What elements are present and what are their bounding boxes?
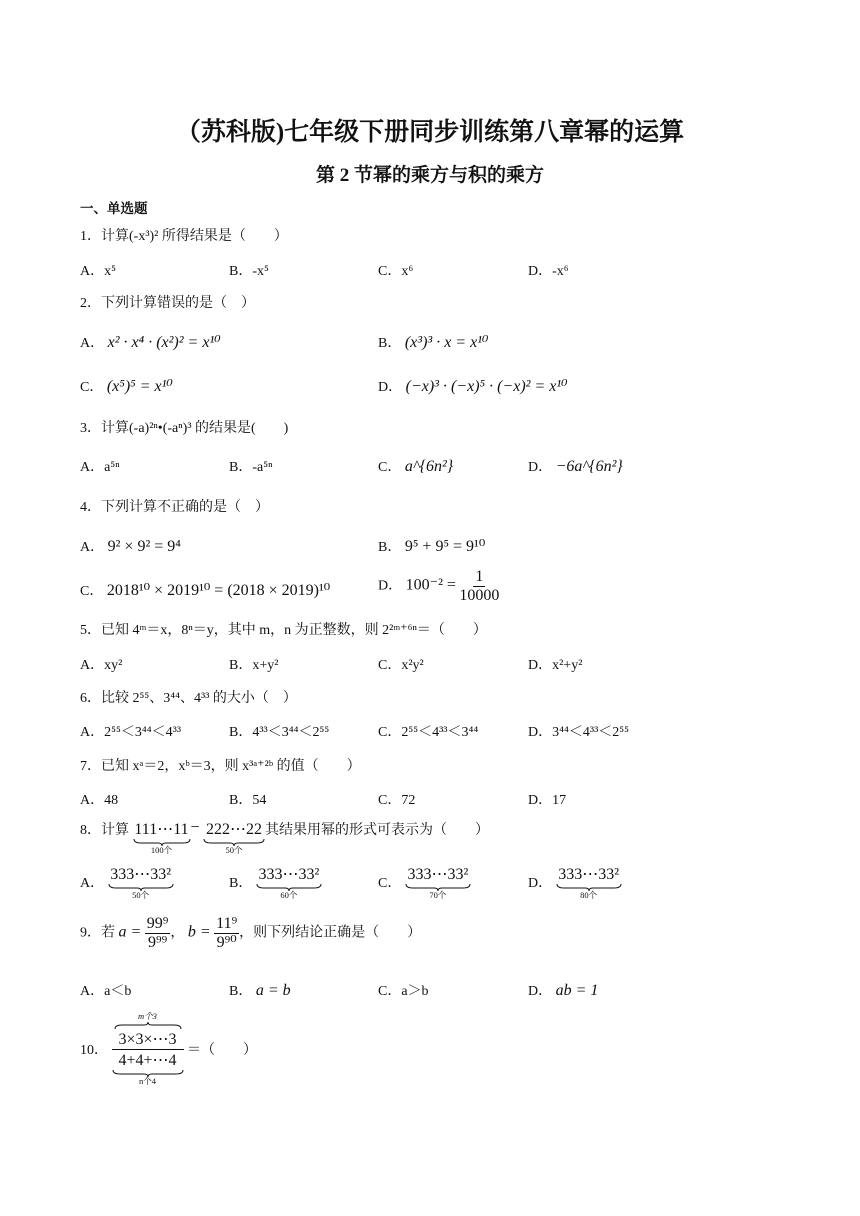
option-a[interactable] — [80, 332, 221, 352]
fraction — [459, 568, 499, 604]
option-label: B． — [378, 336, 402, 351]
option-label: C． — [378, 876, 402, 891]
question-1 — [80, 225, 288, 245]
option-c[interactable]: C．72 — [378, 793, 416, 808]
fraction-b: $\frac{\text{11⁹}}{\text{9⁹⁰}}$ — [216, 915, 238, 951]
question-stem-prefix: 若 — [101, 925, 115, 941]
option-b[interactable]: B．x+y² — [229, 658, 279, 673]
section-heading: 一、单选题 — [80, 201, 148, 216]
option-b[interactable]: B．4³³＜3⁴⁴＜2⁵⁵ — [229, 725, 330, 740]
question-8 — [80, 819, 489, 856]
option-label: D． — [378, 578, 403, 594]
option-formula: 100⁻² = — [405, 576, 456, 594]
option-formula: −6a^{6n²} — [555, 458, 623, 475]
question-number: 5． — [80, 623, 101, 638]
question-stem: 比较 2⁵⁵、3⁴⁴、4³³ 的大小（ ） — [101, 691, 297, 706]
option-a[interactable]: A．x⁵ — [80, 264, 116, 279]
question-stem-prefix: 计算 — [101, 823, 129, 838]
option-b[interactable] — [229, 980, 291, 1000]
question-number: 8． — [80, 823, 101, 838]
option-b[interactable] — [378, 536, 485, 556]
option-formula: 2018¹⁰ × 2019¹⁰ = (2018 × 2019)¹⁰ — [106, 582, 331, 599]
question-2 — [80, 292, 255, 312]
option-d[interactable]: D．3⁴⁴＜4³³＜2⁵⁵ — [528, 725, 630, 740]
option-d[interactable]: D．-x⁶ — [528, 264, 569, 279]
underbrace-term: 333⋯33² 50个 — [108, 864, 174, 901]
question-stem: 已知 4ᵐ＝x，8ⁿ＝y，其中 m，n 为正整数，则 2²ᵐ⁺⁶ⁿ＝（ ） — [101, 623, 487, 638]
option-d[interactable] — [528, 456, 623, 476]
question-number: 4． — [80, 500, 101, 515]
option-a[interactable]: A．a＜b — [80, 984, 132, 999]
option-d[interactable] — [528, 864, 622, 903]
question-6 — [80, 687, 297, 707]
underbrace-term: 111⋯11 100个 — [134, 821, 189, 855]
option-label: B． — [378, 540, 402, 555]
option-b[interactable]: B．-a⁵ⁿ — [229, 460, 273, 475]
question-number: 7． — [80, 759, 101, 774]
question-stem-suffix: 其结果用幂的形式可表示为（ ） — [265, 823, 490, 838]
option-b[interactable] — [229, 864, 322, 903]
option-formula: 9² × 9² = 9⁴ — [107, 538, 181, 555]
option-formula: x² · x⁴ · (x²)² = x¹⁰ — [107, 334, 221, 351]
option-c[interactable]: C．x²y² — [378, 658, 424, 673]
underbrace-term: 333⋯33² 70个 — [405, 864, 471, 901]
option-b[interactable] — [378, 332, 488, 352]
question-stem: 下列计算错误的是（ ） — [101, 296, 255, 311]
option-c[interactable] — [80, 376, 173, 396]
fraction-a: $\frac{\text{99⁹}}{\text{9⁹⁹}}$ — [146, 915, 169, 951]
option-a[interactable]: A．a⁵ⁿ — [80, 460, 120, 475]
minus-sign: − — [190, 819, 200, 836]
question-4 — [80, 496, 269, 516]
option-c[interactable] — [378, 456, 453, 476]
option-c[interactable] — [80, 580, 330, 600]
option-d[interactable] — [378, 568, 499, 604]
option-a[interactable]: A．xy² — [80, 658, 123, 673]
option-a[interactable] — [80, 864, 174, 903]
underbrace-term: 222⋯22 50个 — [203, 819, 265, 856]
question-7 — [80, 755, 361, 775]
underbrace-term: 333⋯33² 80个 — [556, 864, 622, 901]
comma: ， — [170, 925, 185, 941]
option-b[interactable]: B．-x⁵ — [229, 264, 269, 279]
option-c[interactable]: C．2⁵⁵＜4³³＜3⁴⁴ — [378, 725, 479, 740]
page-subtitle: 第 2 节幂的乘方与积的乘方 — [315, 165, 544, 186]
overbrace-term: m个3 3×3×⋯3 — [112, 1010, 184, 1050]
fraction — [112, 1010, 184, 1087]
option-label: C． — [378, 460, 402, 475]
option-label: D． — [378, 380, 403, 395]
underbrace-term: 4+4+⋯4 n个4 — [112, 1050, 184, 1087]
question-10 — [80, 1010, 257, 1087]
option-c[interactable]: C．x⁶ — [378, 264, 414, 279]
option-formula: 9⁵ + 9⁵ = 9¹⁰ — [404, 538, 486, 555]
question-number: 1． — [80, 229, 101, 244]
option-a[interactable]: A．48 — [80, 793, 119, 808]
option-c[interactable]: C．a＞b — [378, 984, 429, 999]
option-formula: a^{6n²} — [404, 458, 454, 475]
question-number: 6． — [80, 691, 101, 706]
question-stem: 计算(-a)²ⁿ•(-aⁿ)³ 的结果是( ) — [101, 421, 289, 436]
question-stem: 计算(-x³)² 所得结果是（ ） — [101, 229, 288, 244]
variable-a: a = — [118, 923, 142, 941]
page-title: （苏科版)七年级下册同步训练第八章幂的运算 — [175, 119, 685, 146]
option-d[interactable]: D．17 — [528, 793, 567, 808]
option-label: A． — [80, 336, 105, 351]
option-label: C． — [80, 584, 104, 599]
question-stem-suffix: ＝（ ） — [187, 1042, 257, 1058]
option-d[interactable] — [378, 376, 568, 396]
option-c[interactable] — [378, 864, 471, 903]
overbrace-icon — [114, 1022, 182, 1029]
question-number: 3． — [80, 421, 101, 436]
option-formula: (−x)³ · (−x)⁵ · (−x)² = x¹⁰ — [405, 378, 568, 395]
question-number: 10． — [80, 1042, 108, 1058]
option-label: B． — [229, 984, 253, 999]
question-stem: 下列计算不正确的是（ ） — [101, 500, 269, 515]
variable-b: b = — [187, 923, 211, 941]
option-formula: (x⁵)⁵ = x¹⁰ — [106, 378, 173, 395]
option-label: A． — [80, 540, 105, 555]
question-9 — [80, 915, 421, 951]
option-formula: a = b — [255, 982, 291, 999]
option-d[interactable] — [528, 980, 598, 1000]
question-number: 9． — [80, 925, 101, 941]
option-label: D． — [528, 460, 553, 475]
option-b[interactable]: B．54 — [229, 793, 267, 808]
question-stem: 已知 xᵃ＝2，xᵇ＝3，则 x³ᵃ⁺²ᵇ 的值（ ） — [101, 759, 361, 774]
question-stem-suffix: ，则下列结论正确是（ ） — [239, 925, 422, 941]
denominator: 10000 — [459, 586, 500, 604]
question-number: 2． — [80, 296, 101, 311]
option-a[interactable]: A．2⁵⁵＜3⁴⁴＜4³³ — [80, 725, 182, 740]
underbrace-term: 333⋯33² 60个 — [256, 864, 322, 901]
question-3 — [80, 417, 288, 437]
option-label: D． — [528, 984, 553, 999]
option-d[interactable]: D．x²+y² — [528, 658, 583, 673]
option-label: A． — [80, 876, 105, 891]
option-label: C． — [80, 380, 104, 395]
question-5 — [80, 619, 487, 639]
option-label: B． — [229, 876, 253, 891]
option-formula: (x³)³ · x = x¹⁰ — [404, 334, 489, 351]
option-a[interactable] — [80, 536, 181, 556]
numerator: 1 — [475, 568, 484, 585]
option-formula: ab = 1 — [555, 982, 599, 999]
option-label: D． — [528, 876, 553, 891]
